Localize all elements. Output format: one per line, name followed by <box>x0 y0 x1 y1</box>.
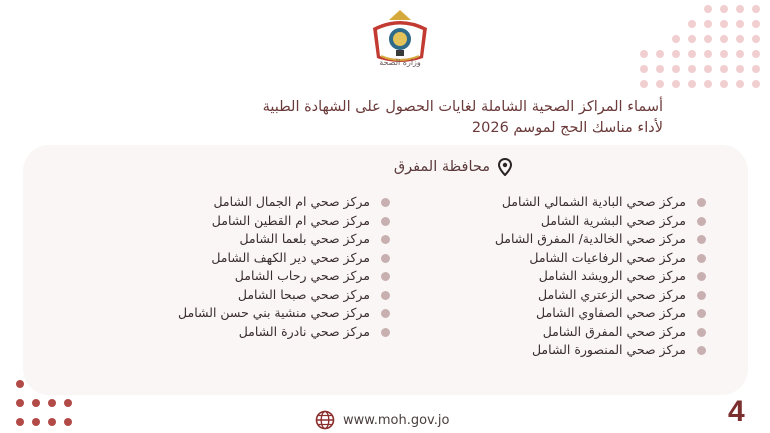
health-center-name: مركز صحي المفرق الشامل <box>542 323 686 339</box>
bullet-dot <box>697 346 706 355</box>
health-center-item <box>495 286 706 305</box>
decorative-dot <box>704 5 712 13</box>
decorative-dot <box>688 35 696 43</box>
website-url[interactable]: www.moh.gov.jo <box>343 412 450 428</box>
decorative-dot <box>656 80 664 88</box>
decorative-dot <box>720 50 728 58</box>
health-center-item <box>178 323 390 342</box>
decorative-dot <box>640 65 648 73</box>
decorative-dot <box>48 399 56 407</box>
decorative-dot <box>672 35 680 43</box>
decorative-dot <box>16 399 24 407</box>
health-center-name: مركز صحي البشرية الشامل <box>540 212 686 228</box>
decorative-dot <box>720 20 728 28</box>
decorative-dot <box>48 418 56 426</box>
bullet-dot <box>381 272 390 281</box>
centers-list-left <box>178 193 390 341</box>
health-center-item <box>495 193 706 212</box>
decorative-dot <box>736 80 744 88</box>
health-center-name: مركز صحي نادرة الشامل <box>238 323 370 339</box>
decorative-dot <box>688 80 696 88</box>
bullet-dot <box>381 217 390 226</box>
health-center-item <box>178 212 390 231</box>
decorative-dot <box>736 65 744 73</box>
health-center-name: مركز صحي صبحا الشامل <box>237 286 370 302</box>
bullet-dot <box>697 291 706 300</box>
decorative-dot <box>32 418 40 426</box>
bullet-dot <box>381 198 390 207</box>
health-center-item <box>178 193 390 212</box>
decorative-dot <box>752 80 760 88</box>
health-center-item <box>178 286 390 305</box>
bullet-dot <box>381 235 390 244</box>
health-center-item <box>178 304 390 323</box>
bullet-dot <box>697 217 706 226</box>
health-center-name: مركز صحي رحاب الشامل <box>234 268 370 283</box>
globe-icon <box>315 410 335 430</box>
title-line-2: لأداء مناسك الحج لموسم 2026 <box>471 120 663 136</box>
decorative-dot <box>640 80 648 88</box>
bullet-dot <box>697 254 706 263</box>
health-center-item <box>495 230 706 249</box>
decorative-dot <box>704 35 712 43</box>
health-center-name: مركز صحي البادية الشمالي الشامل <box>501 194 686 209</box>
decorative-dot <box>752 20 760 28</box>
health-center-item <box>495 304 706 323</box>
health-center-item <box>178 249 390 268</box>
decorative-dot <box>736 50 744 58</box>
health-center-name: مركز صحي دير الكهف الشامل <box>211 249 370 265</box>
health-center-name: مركز صحي الصفاوي الشامل <box>536 305 686 320</box>
health-center-name: مركز صحي الرفاعيات الشامل <box>529 249 686 265</box>
bullet-dot <box>697 272 706 281</box>
decorative-dot <box>736 35 744 43</box>
decorative-dot <box>672 50 680 58</box>
bullet-dot <box>381 328 390 337</box>
health-center-name: مركز صحي بلعما الشامل <box>239 231 370 246</box>
decorative-dot <box>720 65 728 73</box>
health-center-name: مركز صحي منشية بني حسن الشامل <box>178 305 370 320</box>
decorative-dot <box>704 50 712 58</box>
location-pin-icon <box>498 158 512 176</box>
decorative-dot <box>736 20 744 28</box>
bullet-dot <box>697 198 706 207</box>
bullet-dot <box>697 235 706 244</box>
decorative-dot <box>688 65 696 73</box>
health-center-name: مركز صحي الخالدية/ المفرق الشامل <box>494 231 686 246</box>
health-center-name: مركز صحي الزعتري الشامل <box>538 286 686 302</box>
health-center-item <box>495 267 706 286</box>
decorative-dot <box>752 35 760 43</box>
health-center-name: مركز صحي المنصورة الشامل <box>531 342 686 357</box>
decorative-dot <box>752 5 760 13</box>
page-title <box>103 97 663 139</box>
page-number: 4 <box>728 395 745 428</box>
decorative-dot <box>752 65 760 73</box>
ministry-emblem-caption: وزارة الصحة <box>379 58 421 67</box>
decorative-dot <box>752 50 760 58</box>
health-center-item <box>495 341 706 360</box>
title-line-1: أسماء المراكز الصحية الشاملة لغايات الحصول على الشهادة الطبية <box>262 99 663 115</box>
bullet-dot <box>381 291 390 300</box>
decorative-dot <box>704 80 712 88</box>
bullet-dot <box>381 309 390 318</box>
decorative-dot <box>688 50 696 58</box>
decorative-dot <box>672 80 680 88</box>
decorative-dot <box>656 50 664 58</box>
health-center-name: مركز صحي ام الجمال الشامل <box>213 194 370 209</box>
health-center-item <box>178 230 390 249</box>
health-center-name: مركز صحي الرويشد الشامل <box>538 268 686 283</box>
decorative-dot <box>64 399 72 407</box>
bullet-dot <box>381 254 390 263</box>
health-center-item <box>495 212 706 231</box>
decorative-dot <box>64 418 72 426</box>
region-heading <box>394 158 512 176</box>
decorative-dot <box>656 65 664 73</box>
centers-list-right <box>495 193 706 360</box>
bullet-dot <box>697 328 706 337</box>
health-center-item <box>178 267 390 286</box>
decorative-dot <box>32 399 40 407</box>
decorative-dot <box>688 20 696 28</box>
decorative-dot <box>736 5 744 13</box>
decorative-dot <box>640 50 648 58</box>
health-center-item <box>495 249 706 268</box>
health-center-item <box>495 323 706 342</box>
decorative-dot <box>672 65 680 73</box>
decorative-dot <box>704 65 712 73</box>
website-footer <box>315 410 449 430</box>
decorative-dot <box>16 380 24 388</box>
decorative-dot <box>704 20 712 28</box>
health-center-name: مركز صحي ام القطين الشامل <box>211 212 370 228</box>
region-name: محافظة المفرق <box>393 159 490 175</box>
decorative-dot <box>720 80 728 88</box>
decorative-dot <box>720 35 728 43</box>
decorative-dot <box>16 418 24 426</box>
decorative-dot <box>720 5 728 13</box>
bullet-dot <box>697 309 706 318</box>
